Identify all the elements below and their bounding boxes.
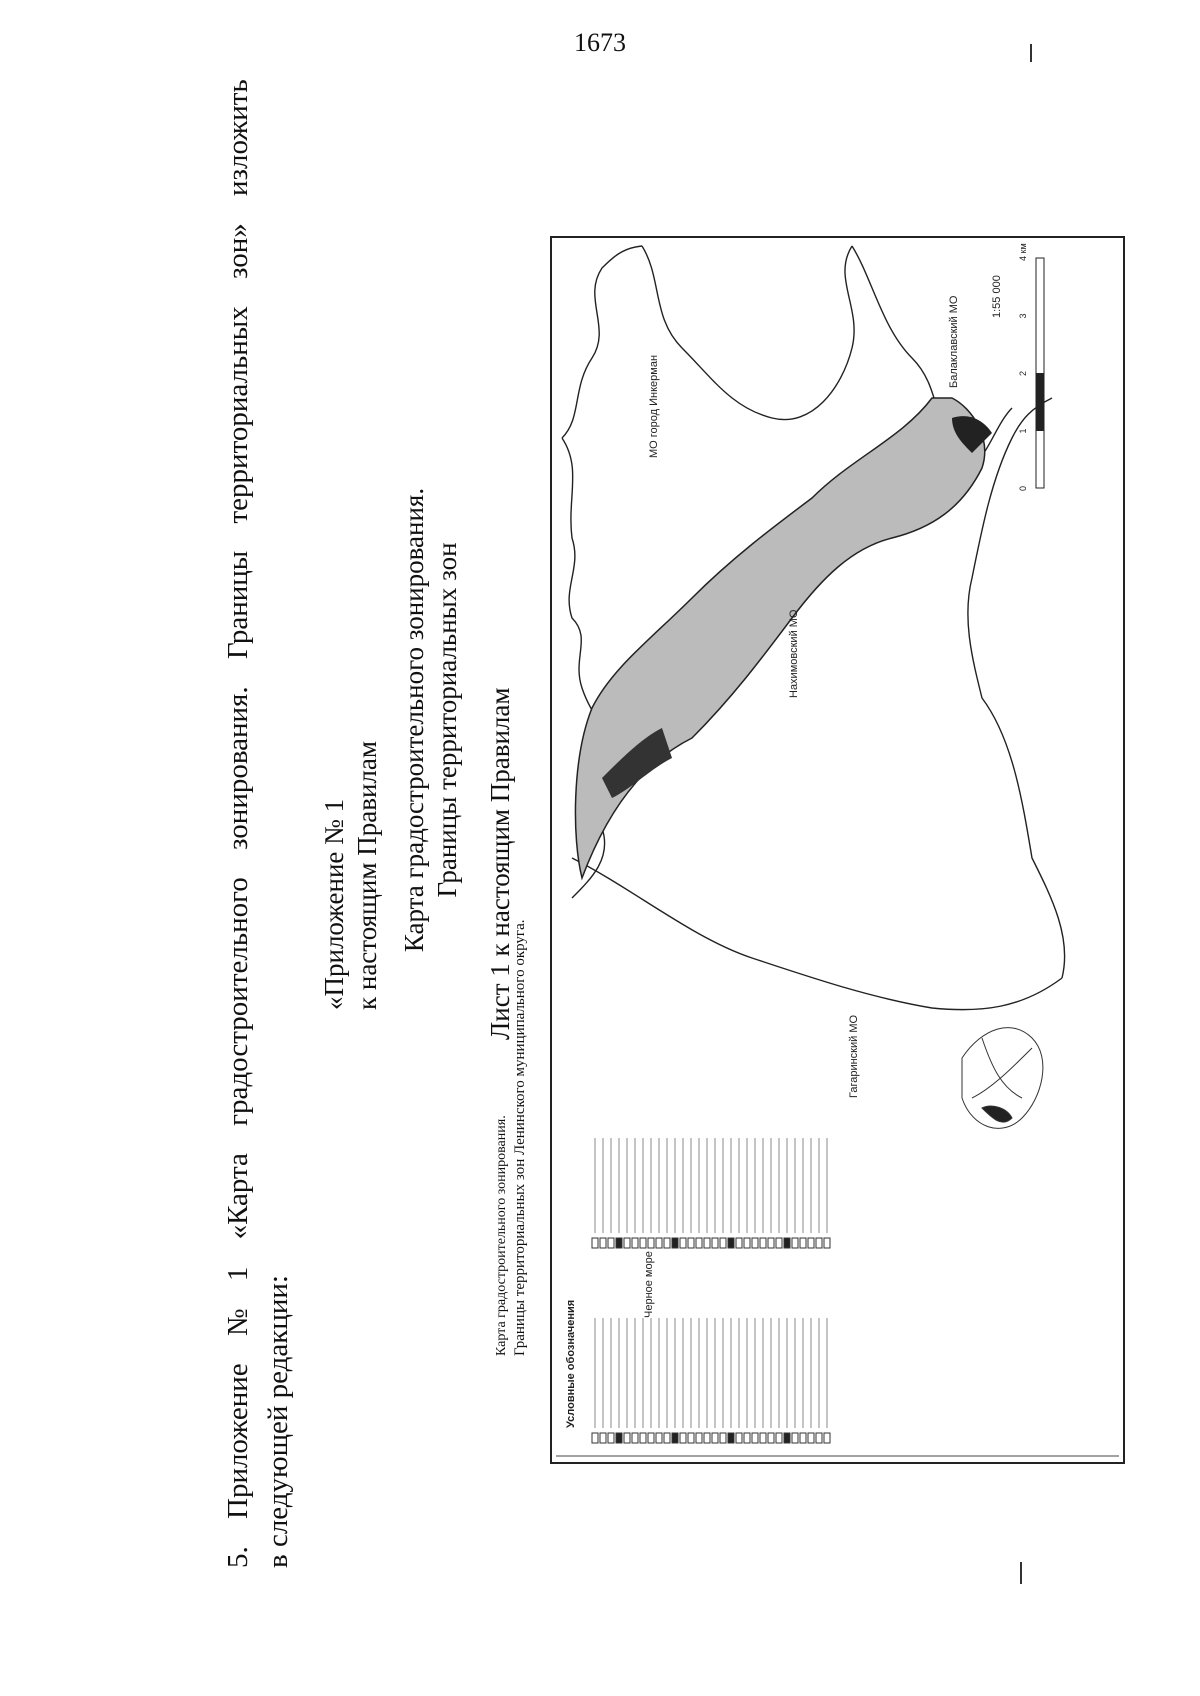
legend-swatch xyxy=(640,1238,646,1248)
legend-swatch xyxy=(800,1238,806,1248)
sheet-label: Лист 1 к настоящим Правилам xyxy=(485,687,515,1040)
legend-swatch xyxy=(768,1433,774,1443)
legend-swatch xyxy=(824,1433,830,1443)
amendment-paragraph xyxy=(218,79,298,1568)
scale-ticks xyxy=(1018,243,1028,491)
map-title-line-1: Карта градостроительного зонирования. xyxy=(399,487,429,953)
legend-swatch xyxy=(624,1238,630,1248)
legend-swatch xyxy=(680,1238,686,1248)
legend-swatch xyxy=(688,1238,694,1248)
map-graphic xyxy=(552,238,1123,1462)
legend-swatch xyxy=(664,1433,670,1443)
legend-swatch xyxy=(656,1433,662,1443)
map-legend-title xyxy=(493,920,529,1356)
coastline-north xyxy=(562,246,642,438)
legend-swatch xyxy=(600,1238,606,1248)
legend-swatch xyxy=(640,1433,646,1443)
legend-swatch xyxy=(608,1238,614,1248)
legend-swatch xyxy=(744,1238,750,1248)
paragraph-line-1: 5. Приложение № 1 «Карта градостроительного зонирования. Границы территориальных зон» изложить xyxy=(222,79,254,1568)
legend-swatch xyxy=(704,1433,710,1443)
page-number: 1673 xyxy=(574,28,626,57)
legend-swatch xyxy=(776,1433,782,1443)
label-nakhimovsky: Нахимовский МО xyxy=(788,609,800,698)
appendix-line-1: «Приложение № 1 xyxy=(319,798,349,1010)
scale-tick-label: 2 xyxy=(1018,370,1028,376)
legend-swatch xyxy=(816,1238,822,1248)
legend-swatch xyxy=(648,1433,654,1443)
legend-swatch xyxy=(680,1433,686,1443)
legend-swatch xyxy=(816,1433,822,1443)
label-balaklavsky: Балаклавский МО xyxy=(948,295,960,388)
legend-swatch xyxy=(784,1433,790,1443)
map-title-line-2: Границы территориальных зон xyxy=(432,542,462,898)
scale-tick-label: 0 xyxy=(1018,485,1028,491)
legend-swatch xyxy=(800,1433,806,1443)
legend-swatch xyxy=(760,1433,766,1443)
label-gagarinsky: Гагаринский МО xyxy=(848,1014,860,1098)
legend-swatch xyxy=(656,1238,662,1248)
legend-swatch xyxy=(736,1238,742,1248)
legend-swatch xyxy=(672,1433,678,1443)
paragraph-line-2: в следующей редакции: xyxy=(262,1275,294,1568)
legend-swatch xyxy=(616,1433,622,1443)
legend-swatch xyxy=(792,1433,798,1443)
scale-bar xyxy=(991,243,1044,491)
scale-tick-label: 3 xyxy=(1018,313,1028,319)
legend-swatch xyxy=(704,1238,710,1248)
legend-swatch xyxy=(760,1238,766,1248)
legend-swatch xyxy=(632,1433,638,1443)
label-inkerman: МО город Инкерман xyxy=(648,354,660,458)
scale-text: 1:55 000 xyxy=(991,275,1003,318)
legend-rows xyxy=(592,1138,830,1443)
legend-swatch xyxy=(592,1433,598,1443)
inkerman-boundary xyxy=(642,246,854,420)
legend-swatch xyxy=(632,1238,638,1248)
legend-swatch xyxy=(776,1238,782,1248)
legend-swatch xyxy=(720,1433,726,1443)
legend-swatch xyxy=(592,1238,598,1248)
label-black-sea: Черное море xyxy=(643,1251,655,1318)
appendix-reference xyxy=(318,741,384,1010)
gagarinsky-boundary xyxy=(572,858,1062,1010)
legend-swatch xyxy=(808,1433,814,1443)
legend-title-line-1: Карта градостроительного зонирования. xyxy=(494,1115,509,1356)
legend-swatch xyxy=(752,1238,758,1248)
legend-swatch xyxy=(608,1433,614,1443)
scan-mark xyxy=(1030,44,1032,62)
legend-swatch xyxy=(648,1238,654,1248)
legend-swatch xyxy=(728,1238,734,1248)
legend-swatch xyxy=(752,1433,758,1443)
legend-swatch xyxy=(712,1238,718,1248)
legend-swatch xyxy=(744,1433,750,1443)
legend-swatch xyxy=(696,1433,702,1443)
map-area xyxy=(562,246,1065,1010)
map-legend xyxy=(556,1138,1119,1456)
scale-tick-label: 4 км xyxy=(1018,243,1028,261)
legend-swatch xyxy=(696,1238,702,1248)
legend-swatch xyxy=(664,1238,670,1248)
legend-swatch xyxy=(728,1433,734,1443)
inset-map xyxy=(962,1028,1043,1129)
legend-swatch xyxy=(784,1238,790,1248)
legend-swatch xyxy=(616,1238,622,1248)
legend-swatch xyxy=(624,1433,630,1443)
legend-swatch xyxy=(736,1433,742,1443)
appendix-line-2: к настоящим Правилам xyxy=(352,741,382,1010)
scale-tick-label: 1 xyxy=(1018,428,1028,434)
map-title xyxy=(398,340,464,1100)
scan-mark xyxy=(1020,1562,1022,1584)
legend-title-line-2: Границы территориальных зон Ленинского муниципального округа. xyxy=(512,919,528,1356)
balaklavsky-boundary xyxy=(968,398,1065,978)
urban-area xyxy=(575,398,992,878)
legend-swatch xyxy=(600,1433,606,1443)
legend-swatch xyxy=(792,1238,798,1248)
legend-swatch xyxy=(720,1238,726,1248)
legend-swatch xyxy=(768,1238,774,1248)
legend-heading: Условные обозначения xyxy=(565,1299,577,1428)
zoning-map xyxy=(550,236,1125,1464)
legend-swatch xyxy=(672,1238,678,1248)
legend-swatch xyxy=(712,1433,718,1443)
legend-swatch xyxy=(824,1238,830,1248)
legend-swatch xyxy=(808,1238,814,1248)
legend-swatch xyxy=(688,1433,694,1443)
